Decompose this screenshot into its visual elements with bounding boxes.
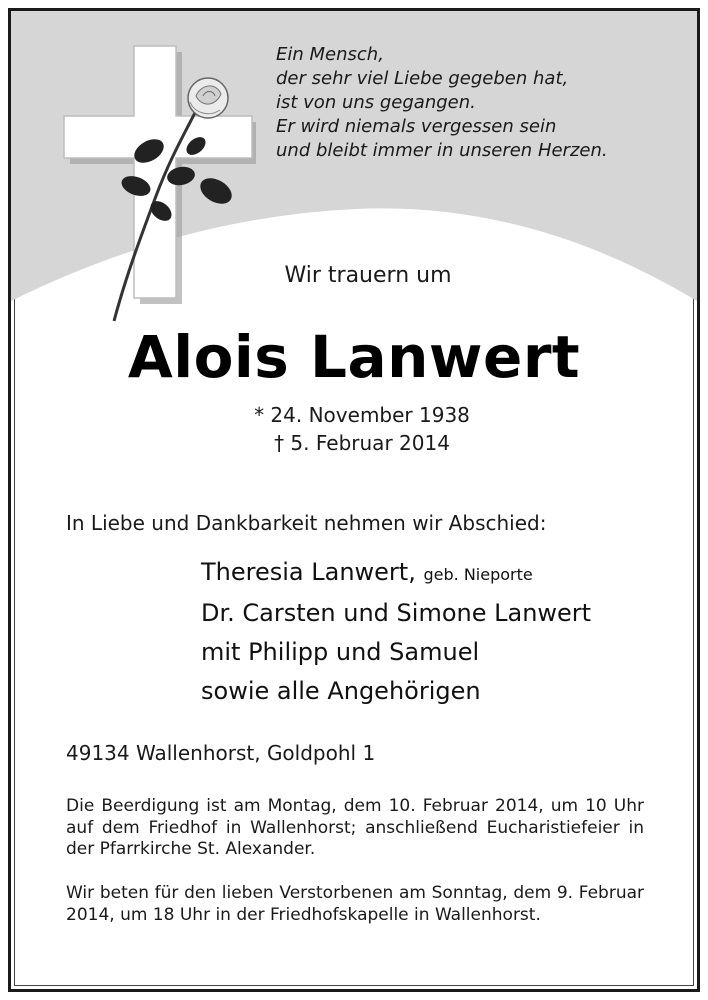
poem-line: der sehr viel Liebe gegeben hat, bbox=[276, 68, 569, 89]
maiden-name-note: geb. Nieporte bbox=[423, 565, 533, 584]
mourners-list bbox=[201, 553, 591, 711]
prayer-info: Wir beten für den lieben Verstorbenen am Sonntag, dem 9. Februar 2014, um 18 Uhr in der Friedhofskapelle in Wallenhorst. bbox=[66, 883, 644, 925]
address: 49134 Wallenhorst, Goldpohl 1 bbox=[66, 741, 376, 765]
mourner-line: mit Philipp und Samuel bbox=[201, 638, 480, 666]
poem-line: Er wird niemals vergessen sein bbox=[276, 116, 557, 137]
poem bbox=[276, 43, 608, 163]
birth-date: * 24. November 1938 bbox=[254, 403, 470, 427]
mourner-name: Theresia Lanwert, bbox=[201, 558, 416, 586]
poem-line: ist von uns gegangen. bbox=[276, 92, 476, 113]
intro-line bbox=[11, 263, 697, 288]
mourner-line: sowie alle Angehörigen bbox=[201, 677, 481, 705]
deceased-name: Alois Lanwert bbox=[127, 323, 581, 391]
poem-line: Ein Mensch, bbox=[276, 44, 384, 65]
life-dates bbox=[11, 401, 697, 457]
obituary-notice bbox=[8, 8, 700, 992]
farewell-line: In Liebe und Dankbarkeit nehmen wir Abschied: bbox=[66, 511, 547, 535]
mourner-line bbox=[201, 553, 591, 594]
poem-line: und bleibt immer in unseren Herzen. bbox=[276, 140, 608, 161]
mourner-line: Dr. Carsten und Simone Lanwert bbox=[201, 599, 592, 627]
intro-text: Wir trauern um bbox=[284, 263, 452, 288]
funeral-info: Die Beerdigung ist am Montag, dem 10. Februar 2014, um 10 Uhr auf dem Friedhof in Wallenhorst; anschließend Eucharistiefeier in der Pfarrkirche St. Alexander. bbox=[66, 796, 644, 859]
death-date: † 5. Februar 2014 bbox=[274, 431, 450, 455]
